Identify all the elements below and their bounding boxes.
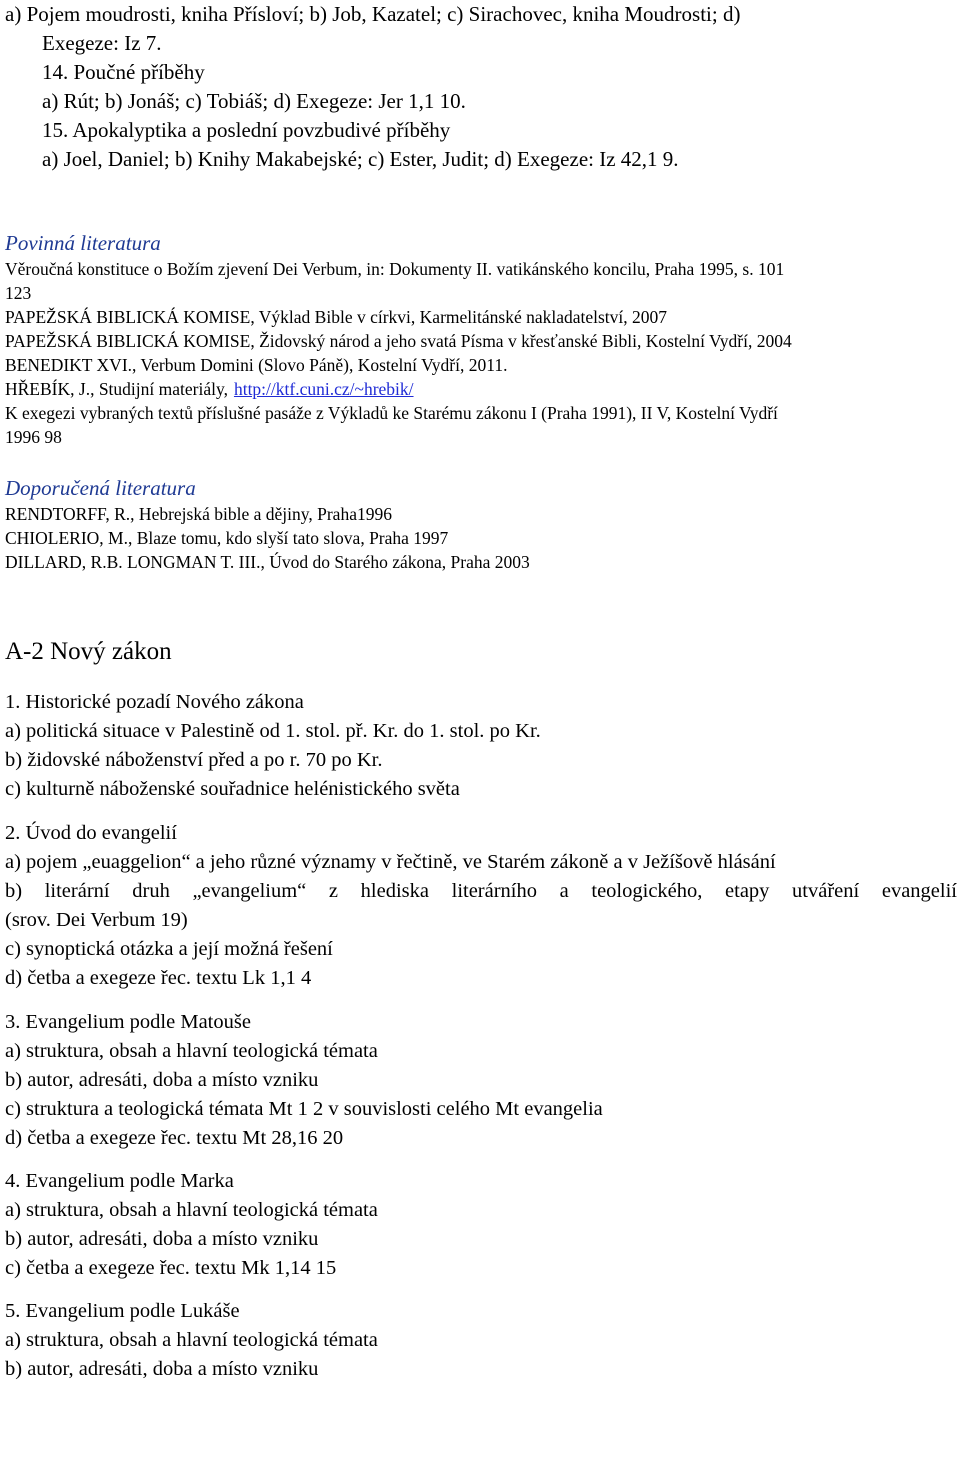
topic-heading: 15. Apokalyptika a poslední povzbudivé příběhy xyxy=(42,118,451,142)
topic-line: b) židovské náboženství před a po r. 70 po Kr. xyxy=(5,749,383,771)
literature-item: RENDTORFF, R., Hebrejská bible a dějiny, Praha1996 xyxy=(5,504,392,524)
topic-5 xyxy=(5,1297,957,1384)
topic-heading: 5. Evangelium podle Lukáše xyxy=(5,1300,240,1322)
literature-item: DILLARD, R.B. LONGMAN T. III., Úvod do Starého zákona, Praha 2003 xyxy=(5,552,530,572)
literature-item-text: HŘEBÍK, J., Studijní materiály, xyxy=(5,379,228,399)
topic-1 xyxy=(5,688,957,804)
topic-line: a) pojem „euaggelion“ a jeho různé významy v řečtině, ve Starém zákoně a v Ježíšově hlásání xyxy=(5,851,776,873)
topic-heading: 14. Poučné příběhy xyxy=(42,60,205,84)
literature-item: BENEDIKT XVI., Verbum Domini (Slovo Páně), Kostelní Vydří, 2011. xyxy=(5,355,508,375)
topic-line: d) četba a exegeze řec. textu Lk 1,1 4 xyxy=(5,967,312,989)
literature-item xyxy=(5,377,957,401)
topic-line: a) Joel, Daniel; b) Knihy Makabejské; c) Ester, Judit; d) Exegeze: Iz 42,1 9. xyxy=(42,147,679,171)
literature-item: K exegezi vybraných textů příslušné pasáže z Výkladů ke Starému zákonu I (Praha 1991), II V, Kostelní Vydří xyxy=(5,403,778,423)
topic-line: b) autor, adresáti, doba a místo vzniku xyxy=(5,1069,319,1091)
required-literature xyxy=(5,230,957,449)
topic-line: b) autor, adresáti, doba a místo vzniku xyxy=(5,1228,319,1250)
ot-topics xyxy=(5,0,957,174)
recommended-literature-heading: Doporučená literatura xyxy=(5,476,196,500)
literature-item: 1996 98 xyxy=(5,427,62,447)
literature-item: 123 xyxy=(5,283,32,303)
topic-4 xyxy=(5,1167,957,1283)
study-materials-link[interactable]: http://ktf.cuni.cz/~hrebik/ xyxy=(233,379,414,399)
topic-line: c) kulturně náboženské souřadnice helénistického světa xyxy=(5,778,460,800)
literature-item: CHIOLERIO, M., Blaze tomu, kdo slyší tato slova, Praha 1997 xyxy=(5,528,449,548)
topic-line: Exegeze: Iz 7. xyxy=(42,31,162,55)
topic-line: a) Rút; b) Jonáš; c) Tobiáš; d) Exegeze: Jer 1,1 10. xyxy=(42,89,466,113)
required-literature-heading: Povinná literatura xyxy=(5,231,161,255)
topic-line: a) politická situace v Palestině od 1. stol. př. Kr. do 1. stol. po Kr. xyxy=(5,720,541,742)
topic-line: b) literární druh „evangelium“ z hlediska literárního a teologického, etapy utváření evangelií xyxy=(5,880,957,902)
topic-line: c) četba a exegeze řec. textu Mk 1,14 15 xyxy=(5,1257,337,1279)
topic-heading: 3. Evangelium podle Matouše xyxy=(5,1011,251,1033)
topic-line: b) autor, adresáti, doba a místo vzniku xyxy=(5,1358,319,1380)
topic-line: c) struktura a teologická témata Mt 1 2 v souvislosti celého Mt evangelia xyxy=(5,1098,603,1120)
topic-3 xyxy=(5,1008,957,1153)
literature-item: Věroučná konstituce o Božím zjevení Dei Verbum, in: Dokumenty II. vatikánského koncilu, Praha 1995, s. 101 xyxy=(5,259,785,279)
recommended-literature xyxy=(5,475,957,574)
topic-heading: 1. Historické pozadí Nového zákona xyxy=(5,691,304,713)
topic-line: a) Pojem moudrosti, kniha Přísloví; b) Job, Kazatel; c) Sirachovec, kniha Moudrosti; d) xyxy=(5,2,741,26)
new-testament-section xyxy=(5,636,957,1384)
topic-heading: 2. Úvod do evangelií xyxy=(5,822,177,844)
topic-line: c) synoptická otázka a její možná řešení xyxy=(5,938,333,960)
literature-item: PAPEŽSKÁ BIBLICKÁ KOMISE, Židovský národ a jeho svatá Písma v křesťanské Bibli, Kostelní Vydří, 2004 xyxy=(5,331,792,351)
topic-line: (srov. Dei Verbum 19) xyxy=(5,909,188,931)
topic-heading: 4. Evangelium podle Marka xyxy=(5,1170,234,1192)
topic-2 xyxy=(5,819,957,993)
document-page xyxy=(5,0,957,1384)
topic-line: a) struktura, obsah a hlavní teologická témata xyxy=(5,1199,378,1221)
topic-line: a) struktura, obsah a hlavní teologická témata xyxy=(5,1040,378,1062)
topic-line: a) struktura, obsah a hlavní teologická témata xyxy=(5,1329,378,1351)
literature-item: PAPEŽSKÁ BIBLICKÁ KOMISE, Výklad Bible v církvi, Karmelitánské nakladatelství, 2007 xyxy=(5,307,668,327)
topic-line: d) četba a exegeze řec. textu Mt 28,16 20 xyxy=(5,1127,344,1149)
section-title: A-2 Nový zákon xyxy=(5,638,172,665)
